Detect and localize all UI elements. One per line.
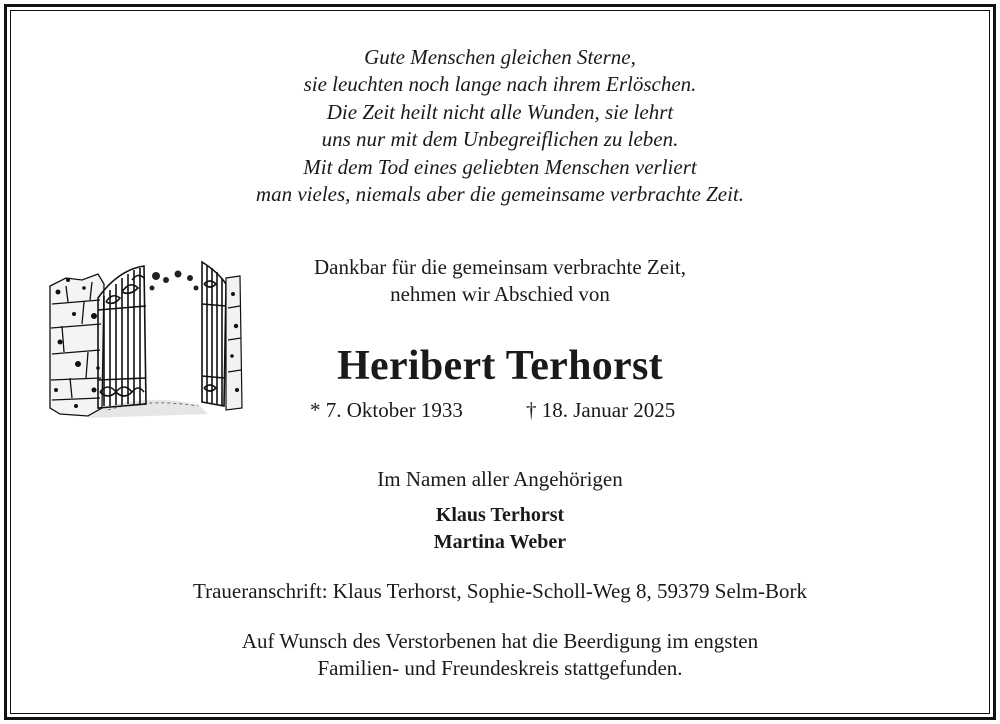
poem-line: sie leuchten noch lange nach ihrem Erlöschen. xyxy=(303,72,697,97)
birth-date: * 7. Oktober 1933 xyxy=(310,398,463,422)
mourner-name: Klaus Terhorst xyxy=(435,504,565,526)
note-line: Auf Wunsch des Verstorbenen hat die Beerdigung im engsten xyxy=(241,629,759,653)
poem-line: Mit dem Tod eines geliebten Menschen verliert xyxy=(303,154,697,179)
poem-line: uns nur mit dem Unbegreiflichen zu leben. xyxy=(321,127,679,152)
intro-line: Dankbar für die gemeinsam verbrachte Zeit, xyxy=(313,255,686,279)
intro-text xyxy=(0,254,1000,308)
mourner-name: Martina Weber xyxy=(433,531,567,553)
intro-line: nehmen wir Abschied von xyxy=(390,282,610,306)
behalf-line: Im Namen aller Angehörigen xyxy=(377,467,623,491)
funeral-note xyxy=(0,628,1000,682)
poem-line: man vieles, niemals aber die gemeinsame verbrachte Zeit. xyxy=(255,182,745,207)
deceased-name: Heribert Terhorst xyxy=(337,343,663,389)
poem-line: Die Zeit heilt nicht alle Wunden, sie lehrt xyxy=(326,99,674,124)
mourning-address: Traueranschrift: Klaus Terhorst, Sophie-Scholl-Weg 8, 59379 Selm-Bork xyxy=(193,579,807,603)
mourners-list xyxy=(0,502,1000,556)
poem xyxy=(0,44,1000,208)
death-date: † 18. Januar 2025 xyxy=(526,398,676,422)
poem-line: Gute Menschen gleichen Sterne, xyxy=(364,45,636,69)
note-line: Familien- und Freundeskreis stattgefunden. xyxy=(317,656,683,680)
